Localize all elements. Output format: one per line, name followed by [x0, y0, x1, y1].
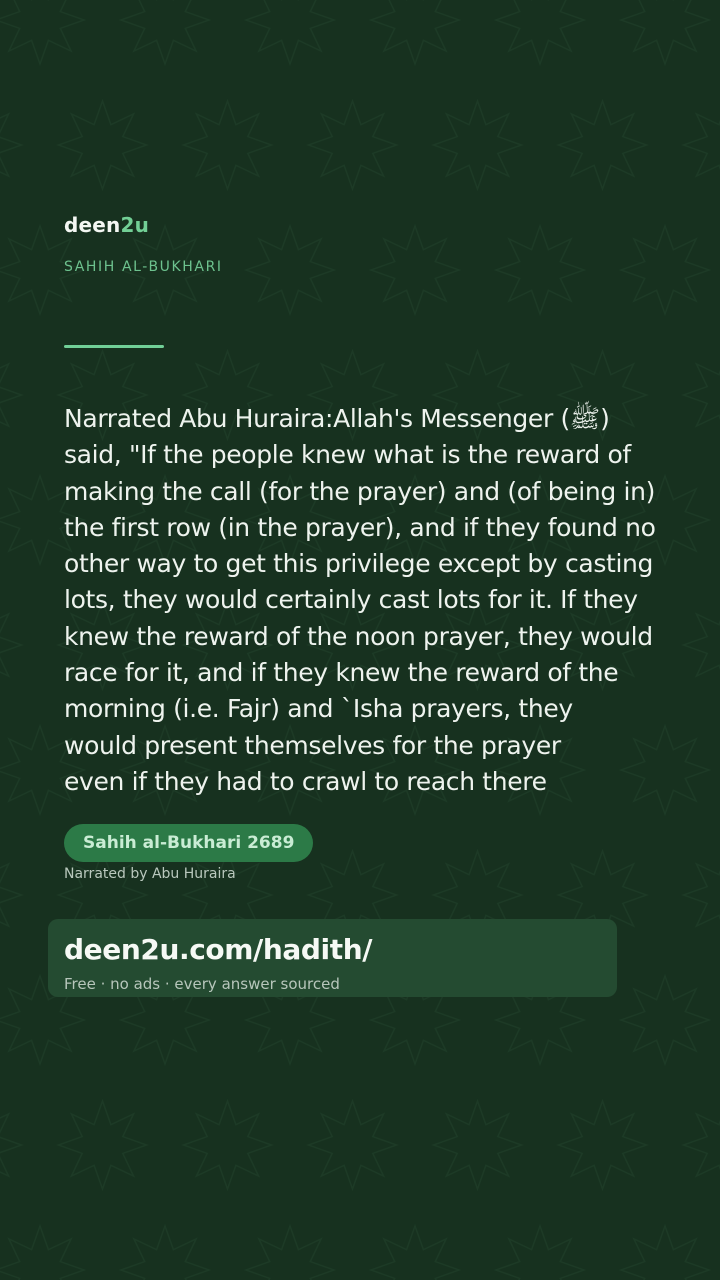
hadith-line: would present themselves for the prayer — [64, 730, 561, 760]
narrator-text: Narrated by Abu Huraira — [64, 866, 236, 882]
hadith-line: Narrated Abu Huraira:Allah's Messenger (ﷺ) — [64, 404, 610, 433]
hadith-line: making the call (for the prayer) and (of being in) — [64, 476, 655, 506]
cta-banner[interactable] — [48, 919, 617, 997]
hadith-line: lots, they would certainly cast lots for it. If they — [64, 585, 638, 615]
brand-logo — [64, 213, 149, 237]
brand-name-accent: 2u — [120, 213, 150, 237]
cta-tagline: Free · no ads · every answer sourced — [64, 975, 340, 993]
hadith-line: said, "If the people knew what is the reward of — [64, 440, 631, 470]
hadith-line: other way to get this privilege except by casting — [64, 549, 654, 579]
hadith-line: morning (i.e. Fajr) and `Isha prayers, they — [64, 694, 573, 724]
hadith-line: the first row (in the prayer), and if they found no — [64, 512, 656, 542]
hadith-line: race for it, and if they knew the reward of the — [64, 658, 619, 688]
accent-divider — [64, 345, 164, 348]
collection-label: SAHIH AL-BUKHARI — [64, 259, 223, 275]
hadith-line: knew the reward of the noon prayer, they would — [64, 621, 653, 651]
hadith-line: even if they had to crawl to reach there — [64, 766, 547, 796]
hadith-text — [64, 401, 664, 800]
brand-name-main: deen — [64, 213, 121, 237]
cta-url-link[interactable]: deen2u.com/hadith/ — [64, 933, 373, 966]
reference-badge: Sahih al-Bukhari 2689 — [64, 824, 313, 862]
